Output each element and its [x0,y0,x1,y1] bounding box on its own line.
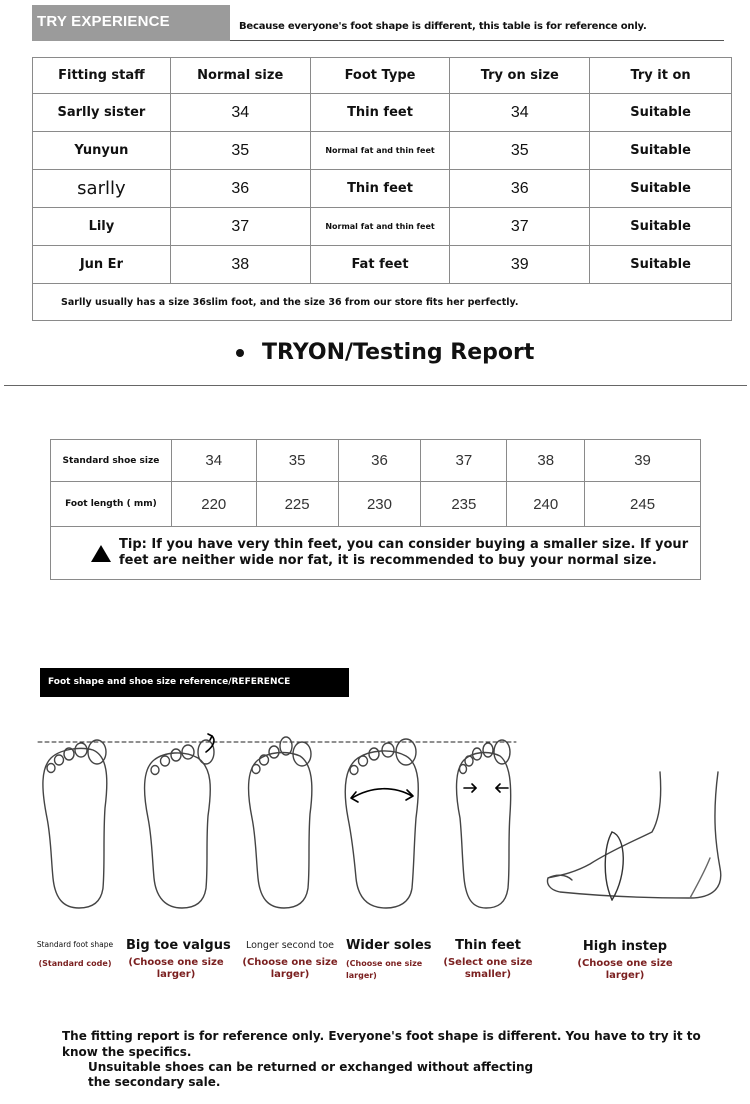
size-row [51,440,701,482]
length-cell: 240 [507,482,585,527]
table-row [33,246,732,284]
report-divider [4,385,747,386]
length-cell: 225 [256,482,338,527]
length-cell: 235 [421,482,507,527]
try-size: 35 [450,132,590,170]
try-result: Suitable [590,94,732,132]
length-cell: 230 [338,482,421,527]
fitting-table [32,57,732,321]
caption-sub: (Choose one size larger) [242,957,338,980]
size-table [50,439,701,580]
size-cell: 37 [421,440,507,482]
foot-type: Fat feet [310,246,450,284]
column-header: Fitting staff [33,58,171,94]
column-header: Try it on [590,58,732,94]
header-title: TRY EXPERIENCE [37,13,170,30]
try-result: Suitable [590,170,732,208]
staff-name: Jun Er [33,246,171,284]
column-header: Try on size [450,58,590,94]
table-row [33,208,732,246]
try-size: 37 [450,208,590,246]
normal-size: 38 [170,246,310,284]
reference-label: Foot shape and shoe size reference/REFERENCE [48,677,291,687]
caption-sub: (Standard code) [38,959,112,968]
table-header-row [33,58,732,94]
caption-standard [24,940,126,970]
staff-name: sarlly [33,170,171,208]
caption-high-instep [572,939,678,982]
table-row [33,170,732,208]
foot-type: Normal fat and thin feet [310,208,450,246]
tip-row [51,527,701,580]
normal-size: 37 [170,208,310,246]
footer-disclaimer: The fitting report is for reference only. Everyone's foot shape is different. You have to try it to know the specifics. [62,1029,701,1059]
length-cell: 245 [585,482,701,527]
caption-title: Wider soles [346,938,432,953]
size-cell: 36 [338,440,421,482]
length-row-label: Foot length ( mm) [51,482,172,527]
caption-sub: (Choose one size larger) [346,959,423,980]
try-size: 39 [450,246,590,284]
caption-title: Thin feet [455,938,521,953]
caption-thin-feet [440,938,536,981]
tip-cell [51,527,701,580]
staff-name: Lily [33,208,171,246]
caption-title: Standard foot shape [36,940,114,949]
bullet-icon [236,349,244,357]
size-cell: 39 [585,440,701,482]
column-header: Foot Type [310,58,450,94]
size-cell: 35 [256,440,338,482]
try-result: Suitable [590,132,732,170]
header-note: Because everyone's foot shape is different, this table is for reference only. [239,21,647,32]
report-title: TRYON/Testing Report [262,340,535,365]
caption-longer-second-toe [238,940,342,981]
try-size: 34 [450,94,590,132]
try-size: 36 [450,170,590,208]
size-cell: 34 [171,440,256,482]
normal-size: 35 [170,132,310,170]
wider-soles-foot-icon [345,739,418,908]
caption-title: Big toe valgus [126,938,231,953]
size-cell: 38 [507,440,585,482]
table-row [33,94,732,132]
caption-sub: (Choose one size larger) [128,957,224,980]
caption-title: Longer second toe [245,940,335,951]
standard-foot-icon [43,740,107,908]
foot-type: Thin feet [310,170,450,208]
header-divider [230,40,724,41]
caption-wider-soles [346,938,438,982]
staff-name: Yunyun [33,132,171,170]
staff-name: Sarlly sister [33,94,171,132]
big-toe-valgus-foot-icon [145,734,214,908]
tip-text: Tip: If you have very thin feet, you can consider buying a smaller size. If your feet are neither wide nor fat, it is recommended to buy your normal size. [119,537,689,568]
normal-size: 36 [170,170,310,208]
longer-second-toe-foot-icon [249,737,312,908]
caption-sub: (Choose one size larger) [577,958,673,981]
high-instep-foot-icon [548,772,721,900]
table-note-row [33,284,732,321]
foot-type: Normal fat and thin feet [310,132,450,170]
caption-sub: (Select one size smaller) [443,957,533,980]
caption-big-toe-valgus [126,938,231,981]
foot-shape-illustrations [0,728,750,918]
normal-size: 34 [170,94,310,132]
try-result: Suitable [590,246,732,284]
footer-return-note: Unsuitable shoes can be returned or exchanged without affecting the secondary sale. [88,1060,534,1089]
length-cell: 220 [171,482,256,527]
thin-feet-foot-icon [457,740,511,908]
column-header: Normal size [170,58,310,94]
length-row [51,482,701,527]
try-result: Suitable [590,208,732,246]
size-row-label: Standard shoe size [51,440,172,482]
foot-type: Thin feet [310,94,450,132]
table-row [33,132,732,170]
fitting-note: Sarlly usually has a size 36slim foot, and the size 36 from our store fits her perfectly. [33,284,732,321]
warning-triangle-icon [91,545,111,562]
caption-title: High instep [582,939,668,954]
